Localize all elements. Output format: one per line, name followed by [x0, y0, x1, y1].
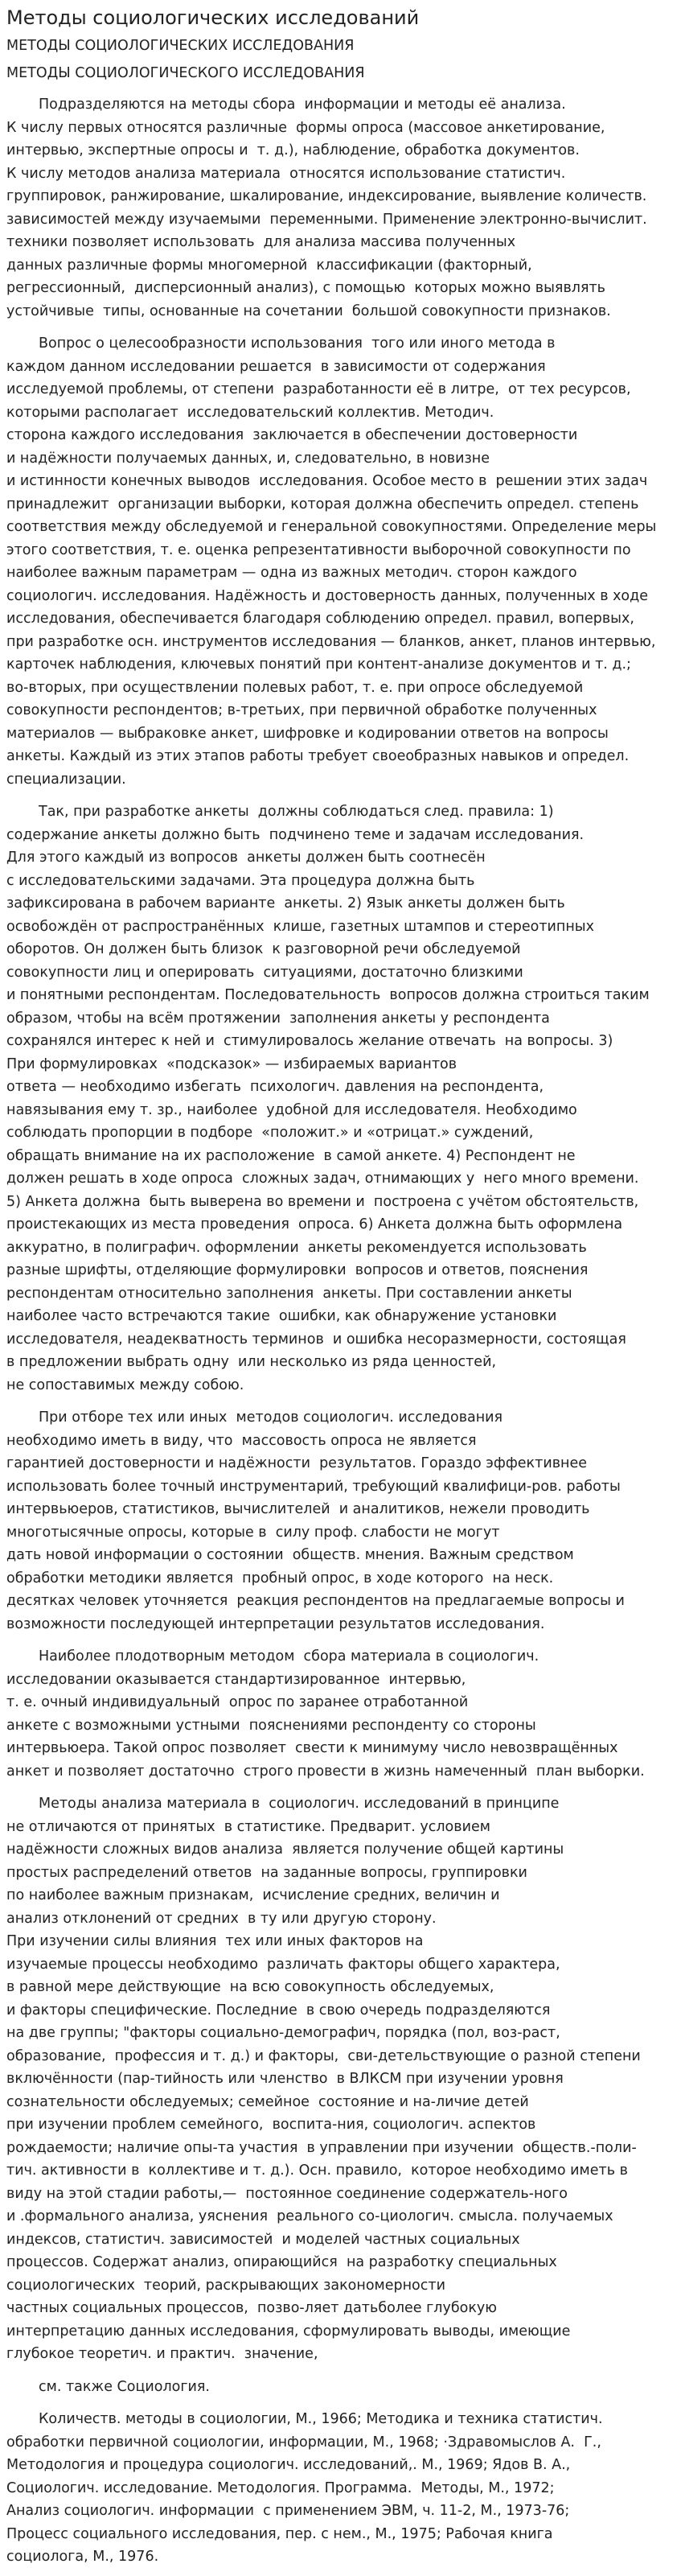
text-line: и .формального анализа, уяснения реального со-циологич. смысла. получаемых: [6, 2208, 613, 2224]
paragraph-method-selection: [6, 1406, 681, 1636]
text-line: и истинности конечных выводов исследования. Особое место в решении этих задач: [6, 473, 648, 489]
text-line: проистекающих из места проведения опроса. 6) Анкета должна быть оформлена: [6, 1216, 623, 1232]
text-line: изучаемые процессы необходимо различать факторы общего характера,: [6, 1956, 560, 1973]
text-line: т. е. очный индивидуальный опрос по заранее отработанной: [6, 1694, 469, 1710]
text-line: обработки первичной социологии, информации, М., 1968; ·Здравомыслов А. Г.,: [6, 2434, 601, 2450]
text-line: рождаемости; наличие опы-та участия в управлении при изучении обществ.-поли-: [6, 2139, 637, 2156]
text-line: включённости (пар-тийность или членство в ВЛКСМ при изучении уровня: [6, 2071, 564, 2087]
text-line: с исследовательскими задачами. Эта процедура должна быть: [6, 872, 475, 889]
text-line: разные шрифты, отделяющие формулировки вопросов и ответов, пояснения: [6, 1262, 589, 1278]
text-line: ответа — необходимо избегать психологич. давления на респондента,: [6, 1079, 544, 1095]
text-line: материалов — выбраковке анкет, шифровке и кодировании ответов на вопросы: [6, 725, 609, 742]
text-line: не сопоставимых между собою.: [6, 1376, 244, 1393]
text-line: Вопрос о целесообразности использования того или иного метода в: [39, 335, 556, 352]
bibliography: [6, 2408, 681, 2569]
text-line: Методология и процедура социологич. исследований,. М., 1969; Ядов В. А.,: [6, 2457, 571, 2473]
text-line: обработки методики является пробный опрос, в ходе которого на неск.: [6, 1570, 554, 1586]
text-line: десятках человек уточняется реакция респондентов на предлагаемые вопросы и: [6, 1593, 625, 1609]
text-line: соответствия между обследуемой и генеральной совокупностями. Определение меры: [6, 519, 657, 535]
text-line: содержание анкеты должно быть подчинено теме и задачам исследования.: [6, 826, 585, 843]
text-line: и надёжности получаемых данных, и, следовательно, в новизне: [6, 450, 490, 467]
text-line: и факторы специфические. Последние в свою очередь подразделяются: [6, 2002, 551, 2018]
text-line: Процесс социального исследования, пер. с нем., М., 1975; Рабочая книга: [6, 2525, 553, 2542]
text-line: исследовании оказывается стандартизированное интервью,: [6, 1671, 466, 1688]
text-line: должен решать в ходе опроса сложных задач, отнимающих у него много времени.: [6, 1171, 639, 1187]
text-line: К числу первых относятся различные формы опроса (массовое анкетирование,: [6, 119, 605, 136]
text-line: см. также Социология.: [39, 2378, 210, 2395]
text-line: надёжности сложных видов анализа является получение общей картины: [6, 1841, 564, 1858]
text-line: исследователя, неадекватность терминов и ошибка несоразмерности, состоящая: [6, 1331, 626, 1348]
text-line: по наиболее важным признакам, исчисление средних, величин и: [6, 1887, 500, 1903]
text-line: частных социальных процессов, позво-ляет датьболее глубокую: [6, 2300, 497, 2316]
text-line: наиболее часто встречаются такие ошибки, как обнаружение установки: [6, 1308, 557, 1324]
paragraph-standardized-interview: [6, 1645, 681, 1783]
paragraph-method-choice: [6, 332, 681, 791]
text-line: процессов. Содержат анализ, опирающийся на разработку специальных: [6, 2254, 557, 2270]
text-line: сознательности обследуемых; семейное состояние и на-личие детей: [6, 2093, 529, 2110]
see-also: [6, 2376, 681, 2399]
text-line: в предложении выбрать одну или несколько из ряда ценностей,: [6, 1354, 497, 1370]
text-line: которыми располагает исследовательский коллектив. Методич.: [6, 404, 494, 421]
text-line: Наиболее плодотворным методом сбора материала в социологич.: [39, 1648, 539, 1665]
text-line: оборотов. Он должен быть близок к разговорной речи обследуемой: [6, 941, 521, 957]
text-line: соблюдать пропорции в подборе «положит.» и «отрицат.» суждений,: [6, 1125, 534, 1141]
text-line: интерпретацию данных исследования, сформулировать выводы, имеющие: [6, 2323, 571, 2339]
text-line: образом, чтобы на всём протяжении заполнения анкеты у респондента: [6, 1010, 550, 1027]
text-line: анкеты. Каждый из этих этапов работы требует своеобразных навыков и определ.: [6, 748, 630, 764]
text-line: интервьюера. Такой опрос позволяет свести к минимуму число невозвращённых: [6, 1740, 618, 1756]
paragraph-questionnaire-rules: [6, 800, 681, 1397]
text-line: образование, профессия и т. д.) и факторы, сви-детельствующие о разной степени: [6, 2047, 641, 2064]
text-line: зафиксирована в рабочем варианте анкеты. 2) Язык анкеты должен быть: [6, 895, 565, 911]
text-line: устойчивые типы, основанные на сочетании большой совокупности признаков.: [6, 302, 611, 319]
article-heading-singular: МЕТОДЫ СОЦИОЛОГИЧЕСКОГО ИССЛЕДОВАНИЯ: [6, 65, 365, 81]
text-line: и понятными респондентам. Последовательность вопросов должна строиться таким: [6, 987, 650, 1003]
text-line: этого соответствия, т. е. оценка репрезентативности выборочной совокупности по: [6, 541, 631, 558]
text-line: респондентам относительно заполнения анкеты. При составлении анкеты: [6, 1285, 572, 1302]
text-line: совокупности лиц и оперировать ситуациями, достаточно близкими: [6, 964, 523, 981]
text-line: принадлежит организации выборки, которая должна обеспечить определ. степень: [6, 496, 639, 512]
text-line: анкете с возможными устными пояснениями респонденту со стороны: [6, 1717, 536, 1734]
article-heading-plural: МЕТОДЫ СОЦИОЛОГИЧЕСКИХ ИССЛЕДОВАНИЯ: [6, 38, 355, 54]
text-line: не отличаются от принятых в статистике. Предварит. условием: [6, 1818, 490, 1835]
text-line: анализ отклонений от средних в ту или другую сторону.: [6, 1910, 437, 1927]
text-line: совокупности респондентов; в-третьих, при первичной обработке полученных: [6, 702, 597, 718]
text-line: К числу методов анализа материала относятся использование статистич.: [6, 165, 566, 182]
text-line: при разработке осн. инструментов исследования — бланков, анкет, планов интервью,: [6, 633, 656, 650]
text-line: 5) Анкета должна быть выверена во времени и построена с учётом обстоятельств,: [6, 1193, 639, 1210]
text-line: наиболее важным параметрам — одна из важных методич. сторон каждого: [6, 565, 577, 581]
paragraph-methods-overview: [6, 93, 681, 323]
article-header: [6, 3, 681, 87]
text-line: интервьюеров, статистиков, вычислителей и аналитиков, нежели проводить: [6, 1501, 590, 1517]
page-title: Методы социологических исследований: [6, 6, 420, 29]
text-line: техники позволяет использовать для анализа массива полученных: [6, 234, 516, 250]
text-line: возможности последующей интерпретации результатов исследования.: [6, 1615, 545, 1632]
text-line: исследуемой проблемы, от степени разработанности её в литре, от тех ресурсов,: [6, 381, 631, 397]
text-line: Подразделяются на методы сбора информации и методы её анализа.: [39, 97, 566, 113]
text-line: При изучении силы влияния тех или иных факторов на: [6, 1933, 424, 1949]
text-line: Анализ социологич. информации с применением ЭВМ, ч. 11-2, М., 1973-76;: [6, 2503, 570, 2519]
text-line: Так, при разработке анкеты должны соблюдаться след. правила: 1): [39, 804, 554, 820]
text-line: при изучении проблем семейного, воспита-ния, социологич. аспектов: [6, 2117, 536, 2133]
text-line: данных различные формы многомерной классификации (факторный,: [6, 257, 532, 274]
text-line: использовать более точный инструментарий, требующий квалифици-ров. работы: [6, 1478, 621, 1495]
text-line: во-вторых, при осуществлении полевых работ, т. е. при опросе обследуемой: [6, 679, 584, 696]
text-line: обращать внимание на их расположение в самой анкете. 4) Респондент не: [6, 1147, 576, 1164]
text-line: навязывания ему т. зр., наиболее удобной для исследователя. Необходимо: [6, 1101, 577, 1118]
text-line: карточек наблюдения, ключевых понятий при контент-анализе документов и т. д.;: [6, 656, 631, 673]
text-line: Социологич. исследование. Методология. Программа. Методы, М., 1972;: [6, 2479, 555, 2496]
text-line: социологич. исследования. Надёжность и достоверность данных, полученных в ходе: [6, 587, 649, 604]
text-line: При отборе тех или иных методов социологич. исследования: [39, 1409, 503, 1426]
text-line: исследования, обеспечивается благодаря соблюдению определ. правил, вопервых,: [6, 611, 634, 627]
text-line: социологических теорий, раскрывающих закономерности: [6, 2277, 445, 2294]
text-line: Для этого каждый из вопросов анкеты должен быть соотнесён: [6, 850, 486, 866]
text-line: При формулировках «подсказок» — избираемых вариантов: [6, 1056, 457, 1072]
text-line: освобождён от распространённых клише, газетных штампов и стереотипных: [6, 918, 594, 935]
text-line: простых распределений ответов на заданные вопросы, группировки: [6, 1864, 527, 1881]
text-line: Количеств. методы в социологии, М., 1966; Методика и техника статистич.: [39, 2411, 603, 2427]
text-line: социолога, М., 1976.: [6, 2549, 159, 2565]
text-line: гарантией достоверности и надёжности результатов. Гораздо эффективнее: [6, 1455, 587, 1471]
text-line: аккуратно, в полиграфич. оформлении анкеты рекомендуется использовать: [6, 1239, 587, 1256]
text-line: каждом данном исследовании решается в зависимости от содержания: [6, 358, 546, 375]
text-line: на две группы; "факторы социально-демографич, порядка (пол, воз-раст,: [6, 2025, 560, 2041]
text-line: специализации.: [6, 771, 126, 788]
text-line: глубокое теоретич. и практич. значение,: [6, 2346, 318, 2362]
paragraph-analysis-methods: [6, 1792, 681, 2366]
text-line: сторона каждого исследования заключается в обеспечении достоверности: [6, 427, 578, 443]
text-line: группировок, ранжирование, шкалирование, индексирование, выявление количеств.: [6, 188, 647, 204]
text-line: дать новой информации о состоянии обществ. мнения. Важным средством: [6, 1547, 574, 1563]
text-line: виду на этой стадии работы,— постоянное соединение содержатель-ного: [6, 2185, 568, 2202]
text-line: анкет и позволяет достаточно строго провести в жизнь намеченный план выборки.: [6, 1763, 645, 1780]
text-line: тич. активности в коллективе и т. д.). Осн. правило, которое необходимо иметь в: [6, 2162, 628, 2179]
text-line: интервью, экспертные опросы и т. д.), наблюдение, обработка документов.: [6, 142, 580, 158]
text-line: Методы анализа материала в социологич. исследований в принципе: [39, 1796, 560, 1812]
text-line: регрессионный, дисперсионный анализ), с помощью которых можно выявлять: [6, 280, 605, 296]
text-line: необходимо иметь в виду, что массовость опроса не является: [6, 1432, 477, 1449]
text-line: индексов, статистич. зависимостей и моделей частных социальных: [6, 2231, 520, 2248]
text-line: в равной мере действующие на всю совокупность обследуемых,: [6, 1979, 494, 1995]
text-line: многотысячные опросы, которые в силу проф. слабости не могут: [6, 1524, 500, 1541]
text-line: зависимостей между изучаемыми переменными. Применение электронно-вычислит.: [6, 211, 647, 228]
text-line: сохранялся интерес к ней и стимулировалось желание отвечать на вопросы. 3): [6, 1033, 613, 1049]
